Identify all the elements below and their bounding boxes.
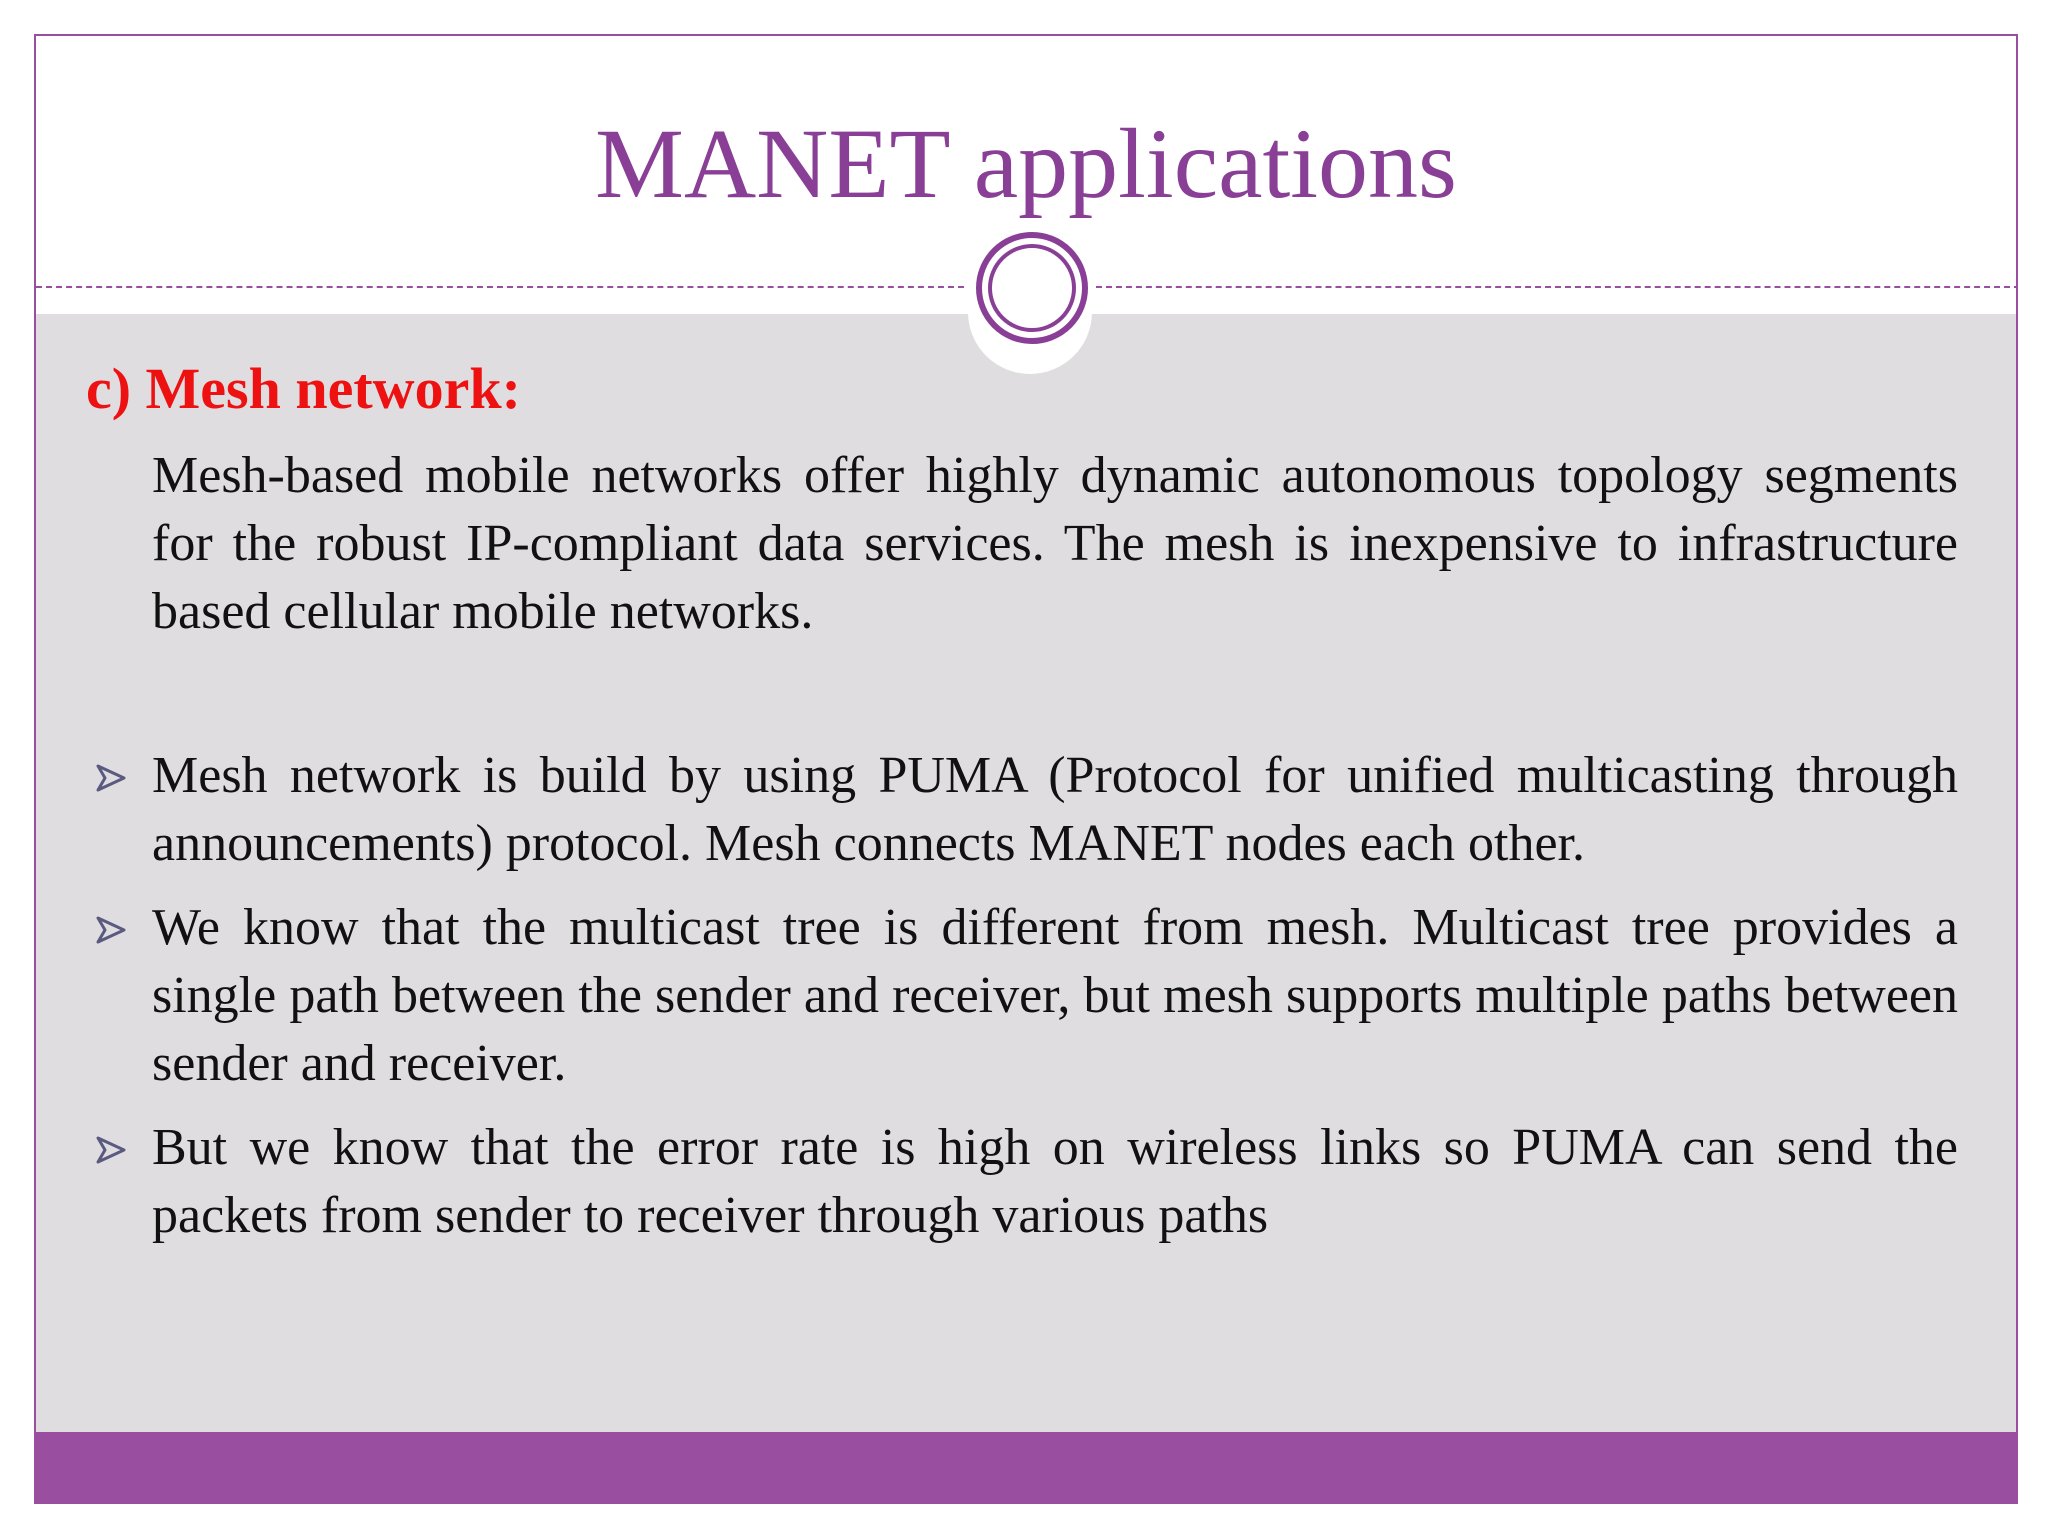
circle-ornament-icon — [976, 232, 1088, 344]
bullet-item — [86, 894, 1958, 1098]
footer-accent-bar — [36, 1432, 2016, 1502]
bullet-list — [86, 742, 1958, 1266]
bullet-item — [86, 742, 1958, 878]
bullet-text: Mesh network is build by using PUMA (Protocol for unified multicasting through announcements) protocol. Mesh connects MANET nodes each other. — [152, 747, 1958, 872]
arrowhead-bullet-icon — [96, 764, 126, 792]
arrowhead-bullet-icon — [96, 916, 126, 944]
bullet-text: But we know that the error rate is high on wireless links so PUMA can send the packets from sender to receiver through various paths — [152, 1119, 1958, 1244]
title-divider-right — [1096, 286, 2018, 288]
slide — [34, 34, 2018, 1504]
intro-paragraph: Mesh-based mobile networks offer highly dynamic autonomous topology segments for the robust IP-compliant data services. The mesh is inexpensive to infrastructure based cellular mobile networks. — [152, 447, 1958, 640]
bullet-text: We know that the multicast tree is different from mesh. Multicast tree provides a single path between the sender and receiver, but mesh supports multiple paths between sender and receiver. — [152, 899, 1958, 1092]
title-divider-left — [36, 286, 964, 288]
slide-title: MANET applications — [595, 108, 1457, 219]
section-heading: c) Mesh network: — [86, 356, 521, 421]
bullet-item — [86, 1114, 1958, 1250]
arrowhead-bullet-icon — [96, 1136, 126, 1164]
